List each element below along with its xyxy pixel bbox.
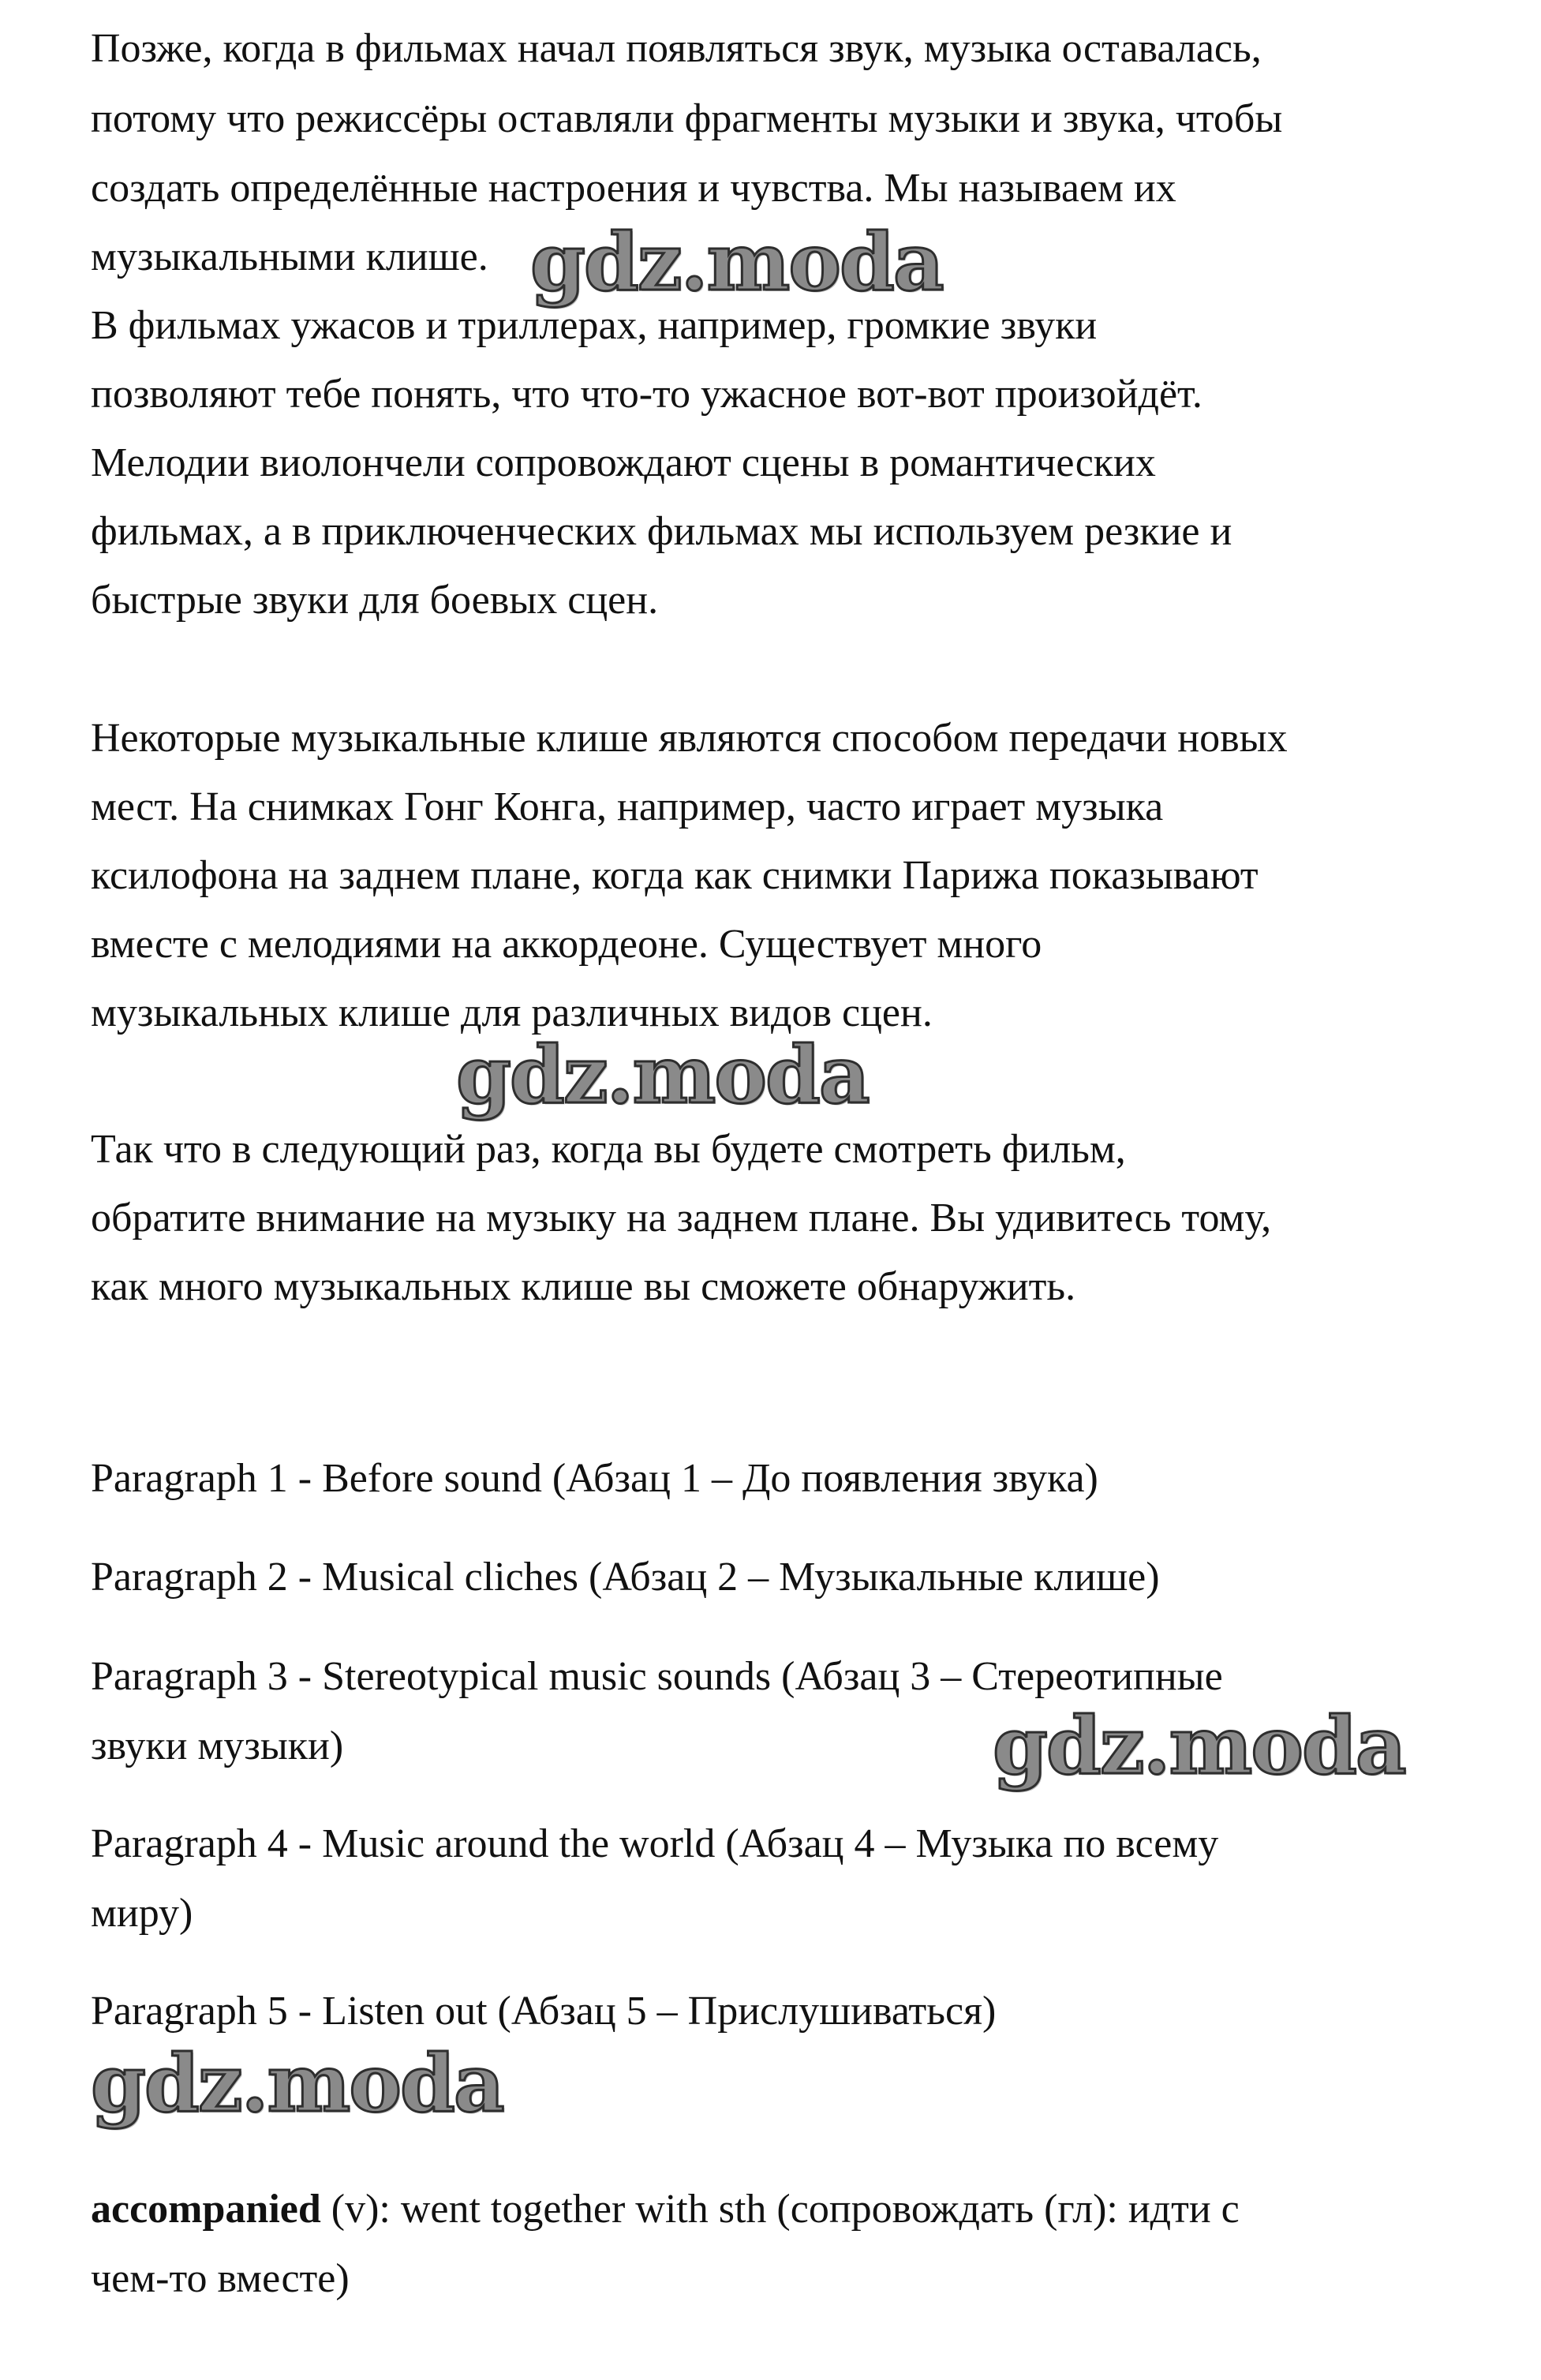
paragraph-2-line-1: Некоторые музыкальные клише являются способом передачи новых [91,716,1288,761]
watermark-3: gdz.moda [993,1699,1405,1792]
paragraph-1-line-2: потому что режиссёры оставляли фрагменты музыки и звука, чтобы [91,96,1283,141]
heading-item-3-line-1: Paragraph 3 - Stereotypical music sounds (Абзац 3 – Стереотипные [91,1654,1223,1699]
vocabulary-definition: (v): went together with sth (сопровождать (гл): идти с [320,2187,1240,2232]
paragraph-1-line-4: музыкальными клише. [91,234,488,279]
watermark-4: gdz.moda [91,2037,503,2130]
heading-item-4-line-2: миру) [91,1891,193,1936]
heading-item-1: Paragraph 1 - Before sound (Абзац 1 – До появления звука) [91,1456,1098,1501]
paragraph-1-line-7: Мелодии виолончели сопровождают сцены в романтических [91,440,1156,485]
paragraph-2-line-5: музыкальных клише для различных видов сцен. [91,990,933,1035]
watermark-2: gdz.moda [456,1028,869,1121]
paragraph-3-line-2: обратите внимание на музыку на заднем плане. Вы удивитесь тому, [91,1196,1272,1241]
heading-item-3-line-2: звуки музыки) [91,1723,344,1768]
paragraph-1-line-8: фильмах, а в приключенческих фильмах мы используем резкие и [91,509,1232,554]
vocabulary-entry-line-1 [91,2186,1240,2233]
watermark-1: gdz.moda [530,215,943,309]
paragraph-1-line-5: В фильмах ужасов и триллерах, например, громкие звуки [91,303,1098,348]
vocabulary-entry-line-2: чем-то вместе) [91,2256,350,2301]
heading-item-4-line-1: Paragraph 4 - Music around the world (Абзац 4 – Музыка по всему [91,1821,1219,1866]
paragraph-3-line-1: Так что в следующий раз, когда вы будете смотреть фильм, [91,1127,1126,1172]
paragraph-1-line-6: позволяют тебе понять, что что-то ужасное вот-вот произойдёт. [91,372,1203,417]
paragraph-2-line-4: вместе с мелодиями на аккордеоне. Существует много [91,922,1042,967]
heading-item-5: Paragraph 5 - Listen out (Абзац 5 – Прислушиваться) [91,1989,997,2034]
paragraph-2-line-2: мест. На снимках Гонг Конга, например, часто играет музыка [91,784,1164,829]
vocabulary-term: accompanied [91,2187,321,2232]
paragraph-2-line-3: ксилофона на заднем плане, когда как снимки Парижа показывают [91,853,1259,898]
paragraph-1-line-9: быстрые звуки для боевых сцен. [91,578,659,623]
paragraph-3-line-3: как много музыкальных клише вы сможете обнаружить. [91,1264,1076,1309]
heading-item-2: Paragraph 2 - Musical cliches (Абзац 2 – Музыкальные клише) [91,1555,1160,1600]
paragraph-1-line-1: Позже, когда в фильмах начал появляться звук, музыка оставалась, [91,26,1262,71]
paragraph-1-line-3: создать определённые настроения и чувства. Мы называем их [91,166,1176,211]
